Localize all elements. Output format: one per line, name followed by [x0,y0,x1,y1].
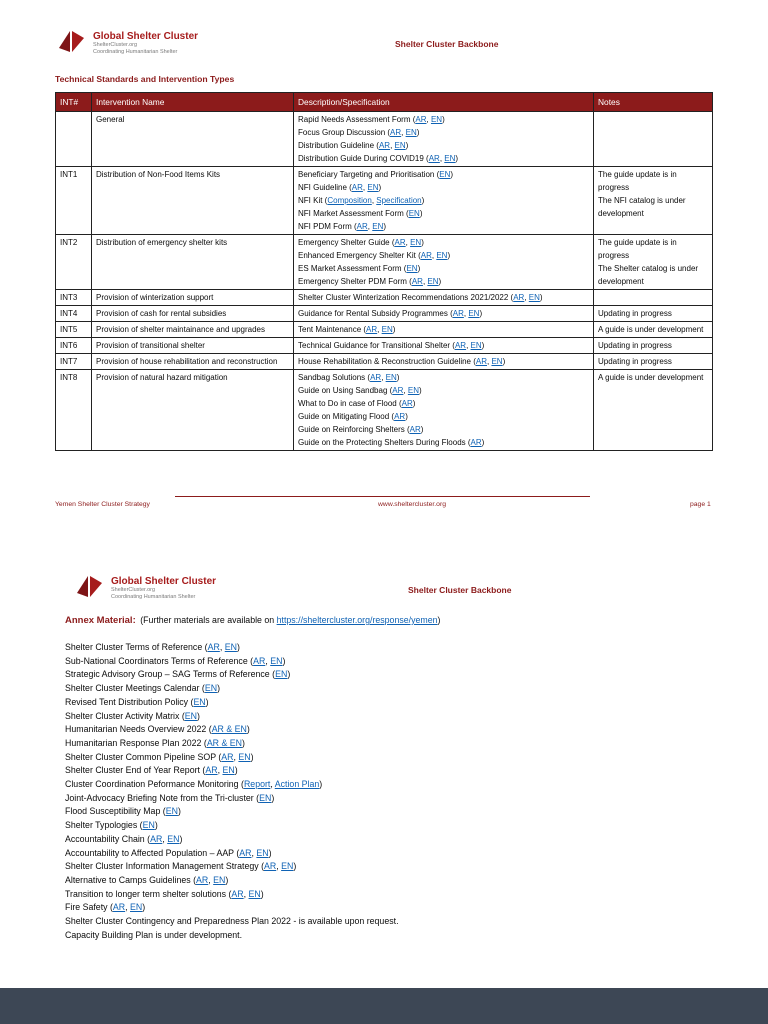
doc-link[interactable]: EN [184,710,197,721]
cell-description: Technical Guidance for Transitional Shelter (AR, EN) [294,338,594,354]
doc-link[interactable]: AR [452,309,464,318]
cell-intervention-name: Provision of cash for rental subsidies [92,306,294,322]
annex-list [65,641,399,942]
doc-link[interactable]: EN [444,154,456,163]
doc-link[interactable]: EN [193,696,206,707]
doc-link[interactable]: AR [470,438,482,447]
annex-title: Annex Material: [65,615,136,626]
doc-link[interactable]: AR [409,425,421,434]
cell-description: Tent Maintenance (AR, EN) [294,322,594,338]
doc-link[interactable]: AR [207,642,220,652]
cell-intervention-name: Provision of shelter maintainance and upgrades [92,322,294,338]
cell-description: House Rehabilitation & Reconstruction Guideline (AR, EN) [294,354,594,370]
doc-link[interactable]: EN [427,277,439,286]
table-header-row [56,93,713,112]
doc-link[interactable]: EN [405,128,417,137]
doc-link[interactable]: AR [390,128,402,137]
logo-subtitle-tagline: Coordinating Humanitarian Shelter [93,49,178,55]
annex-item: Sub-National Coordinators Terms of Reference (AR, EN) [65,655,286,666]
annex-item: Cluster Coordination Peformance Monitoring (Report, Action Plan) [65,779,323,790]
doc-link[interactable]: EN [367,183,379,192]
cell-description: Shelter Cluster Winterization Recommendations 2021/2022 (AR, EN) [294,290,594,306]
doc-link[interactable]: AR & EN [206,737,243,748]
cell-notes [594,112,713,167]
annex-item: Shelter Cluster Common Pipeline SOP (AR, EN) [65,751,254,762]
doc-link[interactable]: AR [150,833,163,844]
table-header-cell: INT# [56,93,92,112]
annex-item: Shelter Cluster End of Year Report (AR, EN) [65,765,238,776]
document-header-title: Shelter Cluster Backbone [408,585,512,595]
intervention-table [55,92,713,451]
table-header-cell: Intervention Name [92,93,294,112]
annex-item: Capacity Building Plan is under development. [65,929,243,940]
logo-subtitle-url: ShelterCluster.org [93,42,138,48]
header-logo [75,574,216,601]
doc-link[interactable]: AR [411,277,423,286]
table-row [56,354,713,370]
cell-notes: Updating in progress [594,354,713,370]
doc-link[interactable]: EN [410,238,422,247]
doc-link[interactable]: EN [142,820,155,831]
doc-link[interactable]: EN [238,751,251,762]
logo-title: Global Shelter Cluster [111,576,217,587]
doc-link[interactable]: EN [248,888,261,899]
doc-link[interactable]: Report [243,779,271,790]
cell-intervention-name: Provision of house rehabilitation and reconstruction [92,354,294,370]
cell-int-number: INT4 [56,306,92,322]
annex-heading [65,615,440,626]
doc-link[interactable]: AR [370,373,382,382]
footer-divider [175,496,590,497]
annex-item: Shelter Cluster Meetings Calendar (EN) [65,683,221,694]
annex-intro: (Further materials are available on https://sheltercluster.org/response/yemen) [137,615,441,625]
doc-link[interactable]: EN [165,806,178,817]
doc-link[interactable]: AR [475,357,487,366]
table-row [56,112,713,167]
annex-item: Shelter Cluster Contingency and Preparedness Plan 2022 - is available upon request. [65,916,399,927]
table-row [56,370,713,451]
doc-link[interactable]: AR [253,655,266,666]
doc-link[interactable]: AR [221,751,234,762]
doc-link[interactable]: AR [239,847,252,858]
cell-intervention-name: Distribution of Non-Food Items Kits [92,167,294,235]
table-header-cell: Description/Specification [294,93,594,112]
cell-notes: The guide update is in progress The Shelter catalog is under development [594,235,713,290]
doc-link[interactable]: AR [264,861,277,872]
footer-page-number: page 1 [690,501,711,508]
doc-link[interactable]: Action Plan [274,779,320,790]
cell-int-number: INT3 [56,290,92,306]
doc-link[interactable]: EN [430,115,443,124]
doc-link[interactable]: AR [415,115,427,124]
cell-description: Sandbag Solutions (AR, EN) Guide on Using Sandbag (AR, EN) What to Do in case of Flood (AR) Guide on Mitigating Flood (AR) Guide on Reinforcing Shelters (AR) Guide on the Protecting Shelters During Floods (AR) [294,370,594,451]
cell-intervention-name: Provision of transitional shelter [92,338,294,354]
cell-notes: Updating in progress [594,338,713,354]
doc-link[interactable]: EN [204,683,218,694]
table-row [56,306,713,322]
cell-intervention-name: Provision of natural hazard mitigation [92,370,294,451]
table-row [56,290,713,306]
cell-int-number: INT1 [56,167,92,235]
doc-link[interactable]: EN [436,251,448,260]
cell-int-number: INT5 [56,322,92,338]
footer-center-url[interactable]: www.sheltercluster.org [378,501,446,508]
doc-link[interactable]: AR [378,141,391,150]
header-logo [57,29,198,56]
doc-link[interactable]: EN [407,386,419,395]
annex-item: Fire Safety (AR, EN) [65,902,146,913]
doc-link[interactable]: EN [222,765,235,776]
viewer-background [0,988,768,1024]
table-row [56,167,713,235]
cell-description: Guidance for Rental Subsidy Programmes (AR, EN) [294,306,594,322]
cell-description: Rapid Needs Assessment Form (AR, EN) Focus Group Discussion (AR, EN) Distribution Guideline (AR, EN) Distribution Guide During COVID19 (AR, EN) [294,112,594,167]
doc-link[interactable]: EN [385,373,397,382]
doc-link[interactable]: EN [468,309,480,318]
cell-intervention-name: General [92,112,294,167]
cell-int-number: INT8 [56,370,92,451]
cell-notes: The guide update is in progress The NFI catalog is under development [594,167,713,235]
doc-link[interactable]: EN [270,655,283,666]
doc-link[interactable]: Specification [376,196,422,205]
cell-notes [594,290,713,306]
logo-title: Global Shelter Cluster [93,31,199,42]
doc-link[interactable]: AR [392,386,404,395]
annex-item: Shelter Cluster Activity Matrix (EN) [65,710,200,721]
cell-int-number: INT7 [56,354,92,370]
doc-link[interactable]: EN [372,222,384,231]
doc-link[interactable]: AR [454,341,467,350]
annex-item: Transition to longer term shelter solutions (AR, EN) [65,888,264,899]
table-row [56,322,713,338]
cell-intervention-name: Provision of winterization support [92,290,294,306]
cell-notes: A guide is under development [594,370,713,451]
footer-left: Yemen Shelter Cluster Strategy [55,501,150,508]
cell-description: Emergency Shelter Guide (AR, EN) Enhanced Emergency Shelter Kit (AR, EN) ES Market Assessment Form (EN) Emergency Shelter PDM Form (AR, EN) [294,235,594,290]
doc-link[interactable]: AR [394,238,406,247]
annex-item: Humanitarian Response Plan 2022 (AR & EN) [65,737,245,748]
doc-link[interactable]: EN [408,209,420,218]
doc-link[interactable]: EN [281,861,294,872]
annex-item: Accountability to Affected Population – AAP (AR, EN) [65,847,272,858]
logo-text [111,574,216,601]
doc-link[interactable]: AR [112,902,126,913]
cell-intervention-name: Distribution of emergency shelter kits [92,235,294,290]
cell-int-number: INT2 [56,235,92,290]
table-row [56,338,713,354]
doc-link[interactable]: EN [167,833,180,844]
doc-link[interactable]: EN [491,357,503,366]
doc-link[interactable]: EN [439,170,451,179]
doc-link[interactable]: Composition [327,196,372,205]
annex-item: Flood Susceptibility Map (EN) [65,806,181,817]
doc-link[interactable]: AR [231,888,244,899]
doc-link[interactable]: EN [213,874,226,885]
doc-link[interactable]: https://sheltercluster.org/response/yemen [276,615,438,625]
doc-link[interactable]: EN [130,902,143,913]
logo-subtitle-tagline: Coordinating Humanitarian Shelter [111,594,196,600]
doc-link[interactable]: EN [259,792,272,803]
annex-item: Strategic Advisory Group – SAG Terms of Reference (EN) [65,669,291,680]
doc-link[interactable]: AR [205,765,218,776]
annex-item: Shelter Cluster Terms of Reference (AR, EN) [65,642,240,652]
doc-link[interactable]: AR [394,412,406,421]
cell-notes: Updating in progress [594,306,713,322]
cell-notes: A guide is under development [594,322,713,338]
cell-int-number: INT6 [56,338,92,354]
doc-link[interactable]: AR [196,874,209,885]
shelter-cluster-logo-icon [75,574,105,599]
doc-link[interactable]: EN [528,293,540,302]
annex-item: Shelter Cluster Information Management Strategy (AR, EN) [65,861,297,872]
doc-link[interactable]: AR & EN [211,724,247,735]
table-header-cell: Notes [594,93,713,112]
cell-int-number [56,112,92,167]
doc-link[interactable]: AR [356,222,368,231]
shelter-cluster-logo-icon [57,29,87,54]
document-header-title: Shelter Cluster Backbone [395,39,499,49]
doc-link[interactable]: EN [224,642,237,652]
doc-link[interactable]: EN [394,141,406,150]
annex-item: Revised Tent Distribution Policy (EN) [65,696,209,707]
annex-item: Accountability Chain (AR, EN) [65,833,183,844]
annex-item: Humanitarian Needs Overview 2022 (AR & EN) [65,724,250,735]
doc-link[interactable]: AR [401,399,413,408]
logo-subtitle-url: ShelterCluster.org [111,587,156,593]
annex-item: Alternative to Camps Guidelines (AR, EN) [65,874,229,885]
doc-link[interactable]: EN [381,325,393,334]
section-title: Technical Standards and Intervention Types [55,74,235,84]
doc-link[interactable]: EN [275,669,288,680]
annex-item: Joint-Advocacy Briefing Note from the Tri-cluster (EN) [65,792,275,803]
doc-link[interactable]: AR [420,251,432,260]
doc-link[interactable]: EN [470,341,482,350]
cell-description: Beneficiary Targeting and Prioritisation (EN) NFI Guideline (AR, EN) NFI Kit (Composition, Specification) NFI Market Assessment Form (EN) NFI PDM Form (AR, EN) [294,167,594,235]
doc-link[interactable]: AR [351,183,363,192]
doc-link[interactable]: AR [366,325,378,334]
doc-link[interactable]: EN [406,264,418,273]
table-row [56,235,713,290]
annex-item: Shelter Typologies (EN) [65,820,158,831]
doc-link[interactable]: AR [428,154,440,163]
doc-link[interactable]: AR [513,293,525,302]
doc-link[interactable]: EN [256,847,269,858]
logo-text [93,29,198,56]
